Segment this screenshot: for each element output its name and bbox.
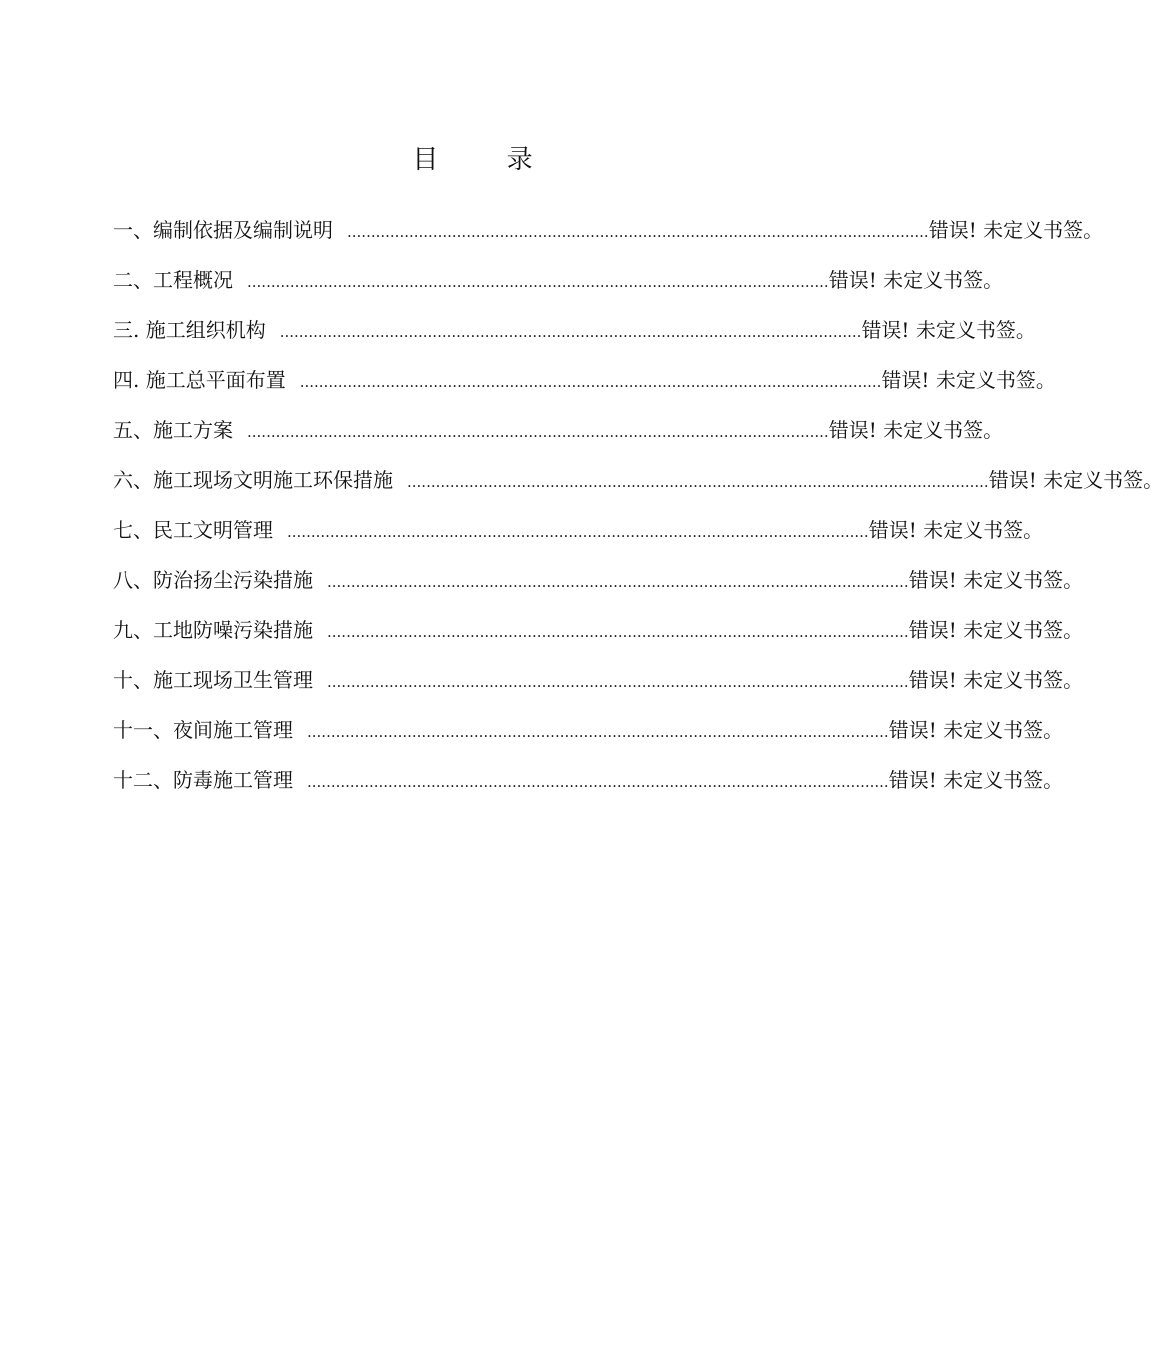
toc-entry-page-ref: 错误! 未定义书签。 xyxy=(888,768,1064,792)
toc-entry[interactable] xyxy=(113,412,1004,462)
dot-leader: .......................................................................................................................... xyxy=(327,573,909,591)
toc-entry[interactable] xyxy=(113,662,1084,712)
toc-entry-page-ref: 错误! 未定义书签。 xyxy=(908,568,1084,592)
dot-leader: .......................................................................................................................... xyxy=(307,773,889,791)
toc-entry-label: 八、防治扬尘污染措施 xyxy=(113,568,313,592)
toc-entry-page-ref: 错误! 未定义书签。 xyxy=(928,218,1104,242)
dot-leader: .......................................................................................................................... xyxy=(327,623,909,641)
toc-entry-label: 四. 施工总平面布置 xyxy=(113,368,286,392)
toc-entry-label: 三. 施工组织机构 xyxy=(113,318,266,342)
dot-leader: .......................................................................................................................... xyxy=(279,323,862,341)
toc-entry[interactable] xyxy=(113,712,1064,762)
toc-entry-label: 九、工地防噪污染措施 xyxy=(113,618,313,642)
toc-entry-page-ref: 错误! 未定义书签。 xyxy=(988,468,1163,492)
toc-entry-label: 六、施工现场文明施工环保措施 xyxy=(113,468,393,492)
toc-entry-page-ref: 错误! 未定义书签。 xyxy=(908,618,1084,642)
toc-entry-page-ref: 错误! 未定义书签。 xyxy=(828,268,1004,292)
dot-leader: .......................................................................................................................... xyxy=(247,273,829,291)
toc-entry-label: 二、工程概况 xyxy=(113,268,233,292)
dot-leader: .......................................................................................................................... xyxy=(299,373,882,391)
toc-entry-page-ref: 错误! 未定义书签。 xyxy=(908,668,1084,692)
toc-entry-label: 七、民工文明管理 xyxy=(113,518,273,542)
toc-entry[interactable] xyxy=(113,262,1004,312)
dot-leader: .......................................................................................................................... xyxy=(247,423,829,441)
toc-entry[interactable] xyxy=(113,312,1036,362)
toc-entry[interactable] xyxy=(113,562,1084,612)
toc-title: 目 录 xyxy=(412,145,563,175)
dot-leader: .......................................................................................................................... xyxy=(407,473,989,491)
dot-leader: .......................................................................................................................... xyxy=(327,673,909,691)
toc-entry[interactable] xyxy=(113,362,1056,412)
toc-entry-label: 十二、防毒施工管理 xyxy=(113,768,293,792)
toc-entry-page-ref: 错误! 未定义书签。 xyxy=(861,318,1036,342)
toc-entry[interactable] xyxy=(113,462,1163,512)
toc-entry-label: 五、施工方案 xyxy=(113,418,233,442)
toc-entry-page-ref: 错误! 未定义书签。 xyxy=(868,518,1044,542)
dot-leader: .......................................................................................................................... xyxy=(307,723,889,741)
dot-leader: .......................................................................................................................... xyxy=(347,223,929,241)
toc-entry[interactable] xyxy=(113,512,1044,562)
toc-entry-label: 一、编制依据及编制说明 xyxy=(113,218,333,242)
dot-leader: .......................................................................................................................... xyxy=(287,523,869,541)
toc-entry-label: 十、施工现场卫生管理 xyxy=(113,668,313,692)
toc-entry-label: 十一、夜间施工管理 xyxy=(113,718,293,742)
toc-entry[interactable] xyxy=(113,612,1084,662)
toc-entry-page-ref: 错误! 未定义书签。 xyxy=(828,418,1004,442)
toc-entry-page-ref: 错误! 未定义书签。 xyxy=(888,718,1064,742)
toc-entry[interactable] xyxy=(113,762,1064,812)
table-of-contents xyxy=(113,212,1163,812)
toc-entry[interactable] xyxy=(113,212,1104,262)
toc-entry-page-ref: 错误! 未定义书签。 xyxy=(881,368,1056,392)
